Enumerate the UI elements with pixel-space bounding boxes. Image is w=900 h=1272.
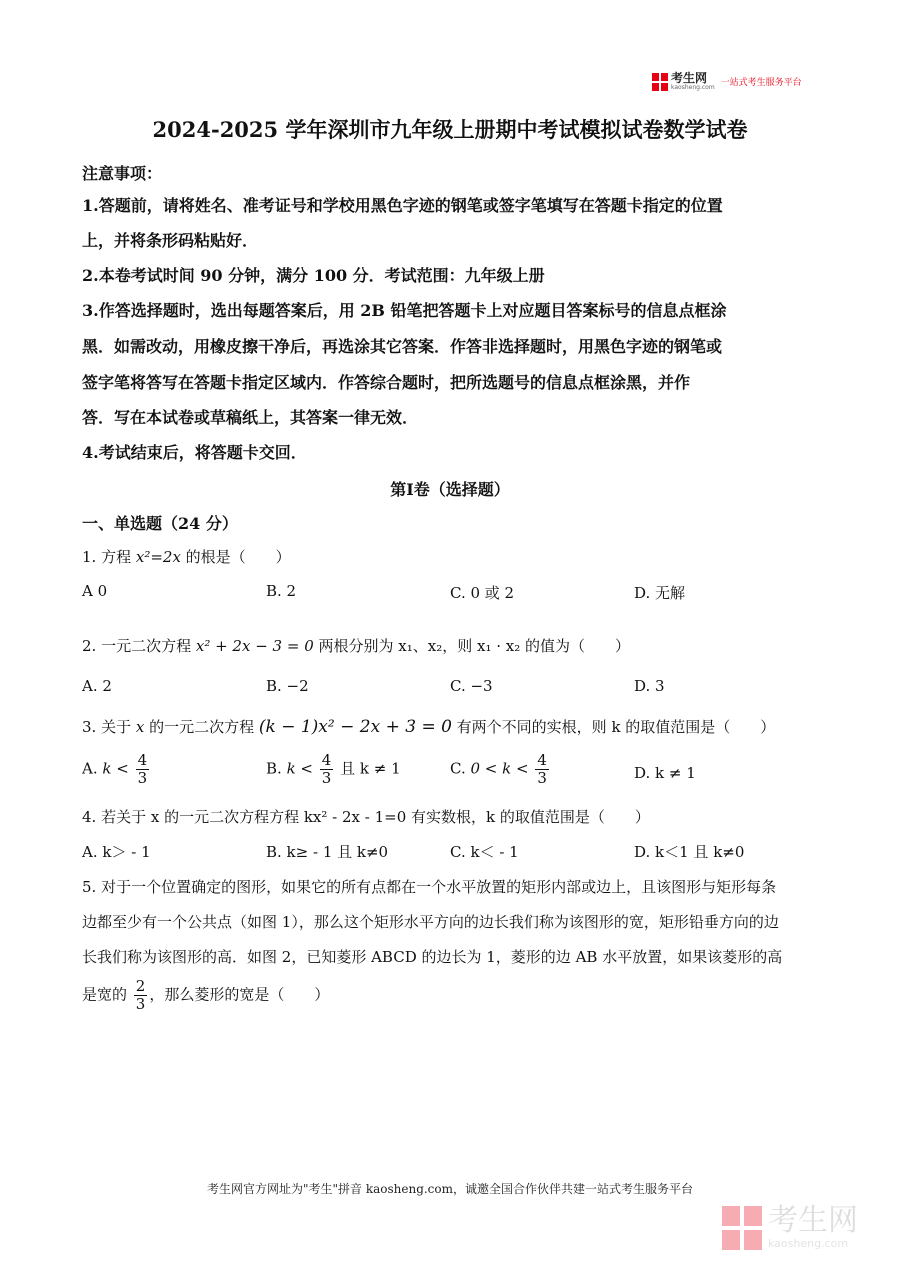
q3-option-a: [82, 752, 151, 787]
q2-middle: 两根分别为 x₁、x₂，则 x₁ · x₂ 的值为（ ）: [313, 637, 631, 655]
q1-option-d: D. 无解: [634, 584, 686, 602]
page-footer: 考生网官方网址为"考生"拼音 kaosheng.com，诚邀全国合作伙伴共建一站式考生服务平台: [206, 1182, 694, 1196]
part-title: 第Ⅰ卷（选择题）: [390, 480, 510, 499]
q3-var: x: [135, 718, 145, 736]
fraction-numerator: 2: [135, 977, 146, 995]
fraction: [535, 752, 549, 787]
q2-equation: x² + 2x − 3 = 0: [195, 637, 314, 655]
exam-title: 2024-2025 学年深圳市九年级上册期中考试模拟试卷数学试卷: [152, 117, 748, 142]
q5-last-prefix: 是宽的: [82, 985, 128, 1004]
kaosheng-logo-icon: [652, 73, 668, 91]
q1-option-c: C. 0 或 2: [450, 584, 515, 602]
q1-equation: x²=2x: [135, 548, 181, 566]
q4-option-d: D. k＜1 且 k≠0: [634, 843, 745, 861]
question-5-line: 长我们称为该图形的高．如图 2，已知菱形 ABCD 的边长为 1，菱形的边 AB 水平放置，如果该菱形的高: [82, 948, 783, 966]
q2-option-c: C. −3: [450, 677, 493, 695]
question-5-last-line: [82, 978, 329, 1013]
notice-line: 答．写在本试卷或草稿纸上，其答案一律无效．: [82, 408, 419, 427]
notice-line: 黑．如需改动，用橡皮擦干净后，再选涂其它答案．作答非选择题时，用黑色字迹的钢笔或: [82, 337, 723, 356]
q3-option-b: [266, 752, 401, 787]
q2-option-d: D. 3: [634, 677, 665, 695]
notice-line: 1.答题前，请将姓名、准考证号和学校用黑色字迹的钢笔或签字笔填写在答题卡指定的位置: [82, 196, 723, 215]
fraction-denominator: 3: [321, 769, 332, 787]
q4-option-a: A. k＞ - 1: [82, 843, 151, 861]
fraction-numerator: 4: [137, 751, 148, 769]
logo-name: 考生网: [671, 71, 708, 85]
site-logo: [652, 72, 802, 91]
fraction-denominator: 3: [537, 769, 547, 787]
q3-suffix: 有两个不同的实根，则 k 的取值范围是（ ）: [451, 718, 776, 736]
q4-option-b: B. k≥ - 1 且 k≠0: [266, 843, 389, 861]
fraction-numerator: 4: [537, 751, 547, 769]
q1-prefix: 1. 方程: [82, 548, 136, 566]
q1-suffix: 的根是（ ）: [180, 548, 291, 566]
q3-option-b-expr: k <: [286, 759, 314, 778]
q1-option-b: B. 2: [266, 582, 297, 600]
question-1: [82, 546, 291, 567]
q3-equation: (k − 1)x² − 2x + 3 = 0: [258, 717, 452, 737]
question-5-line: 5. 对于一个位置确定的图形，如果它的所有点都在一个水平放置的矩形内部或边上，且该图形与矩形每条: [82, 878, 777, 896]
q3-option-d: D. k ≠ 1: [634, 764, 696, 782]
notice-line: 签字笔将答写在答题卡指定区域内．作答综合题时，把所选题号的信息点框涂黑，并作: [82, 373, 691, 392]
q3-option-b-label: B.: [266, 759, 282, 778]
fraction: [134, 978, 148, 1013]
q3-option-c: [450, 752, 551, 787]
watermark: [722, 1205, 858, 1250]
kaosheng-watermark-icon: [722, 1206, 762, 1250]
watermark-text: [768, 1205, 858, 1250]
watermark-domain: kaosheng.com: [768, 1237, 849, 1250]
section-title: 一、单选题（24 分）: [82, 514, 238, 533]
question-4: 4. 若关于 x 的一元二次方程方程 kx² - 2x - 1=0 有实数根，k 的取值范围是（ ）: [82, 808, 650, 826]
q2-option-a: A. 2: [82, 677, 112, 695]
logo-slogan: 一站式考生服务平台: [720, 78, 802, 88]
q3-option-c-expr: 0 < k <: [470, 759, 529, 778]
notice-line: 2.本卷考试时间 90 分钟，满分 100 分．考试范围：九年级上册: [82, 266, 545, 285]
q1-option-a: A 0: [82, 582, 108, 600]
notice-heading: 注意事项：: [82, 164, 163, 183]
notice-line: 3.作答选择题时，选出每题答案后，用 2B 铅笔把答题卡上对应题目答案标号的信息点框涂: [82, 301, 727, 320]
fraction-numerator: 4: [321, 751, 332, 769]
notice-line: 4.考试结束后，将答题卡交回．: [82, 443, 307, 462]
q3-option-a-label: A.: [82, 759, 98, 778]
q3-middle: 的一元二次方程: [144, 718, 259, 736]
q3-option-c-label: C.: [450, 759, 466, 778]
question-5-line: 边都至少有一个公共点（如图 1），那么这个矩形水平方向的边长我们称为该图形的宽，矩形铅垂方向的边: [82, 913, 779, 931]
watermark-name: 考生网: [768, 1203, 858, 1238]
q2-option-b: B. −2: [266, 677, 309, 695]
q5-last-suffix: ，那么菱形的宽是（ ）: [149, 985, 330, 1004]
fraction: [136, 752, 150, 787]
logo-domain: kaosheng.com: [671, 84, 715, 91]
fraction-denominator: 3: [135, 995, 146, 1013]
fraction-denominator: 3: [137, 769, 148, 787]
fraction: [320, 752, 334, 787]
question-2: [82, 635, 630, 656]
q3-prefix: 3. 关于: [82, 718, 136, 736]
question-3: [82, 716, 775, 737]
q3-option-a-expr: k <: [102, 759, 129, 778]
q4-option-c: C. k＜ - 1: [450, 843, 519, 861]
notice-line: 上，并将条形码粘贴好．: [82, 231, 259, 250]
q2-prefix: 2. 一元二次方程: [82, 637, 196, 655]
q3-option-b-suffix: 且 k ≠ 1: [340, 759, 401, 778]
logo-text: [671, 72, 715, 91]
